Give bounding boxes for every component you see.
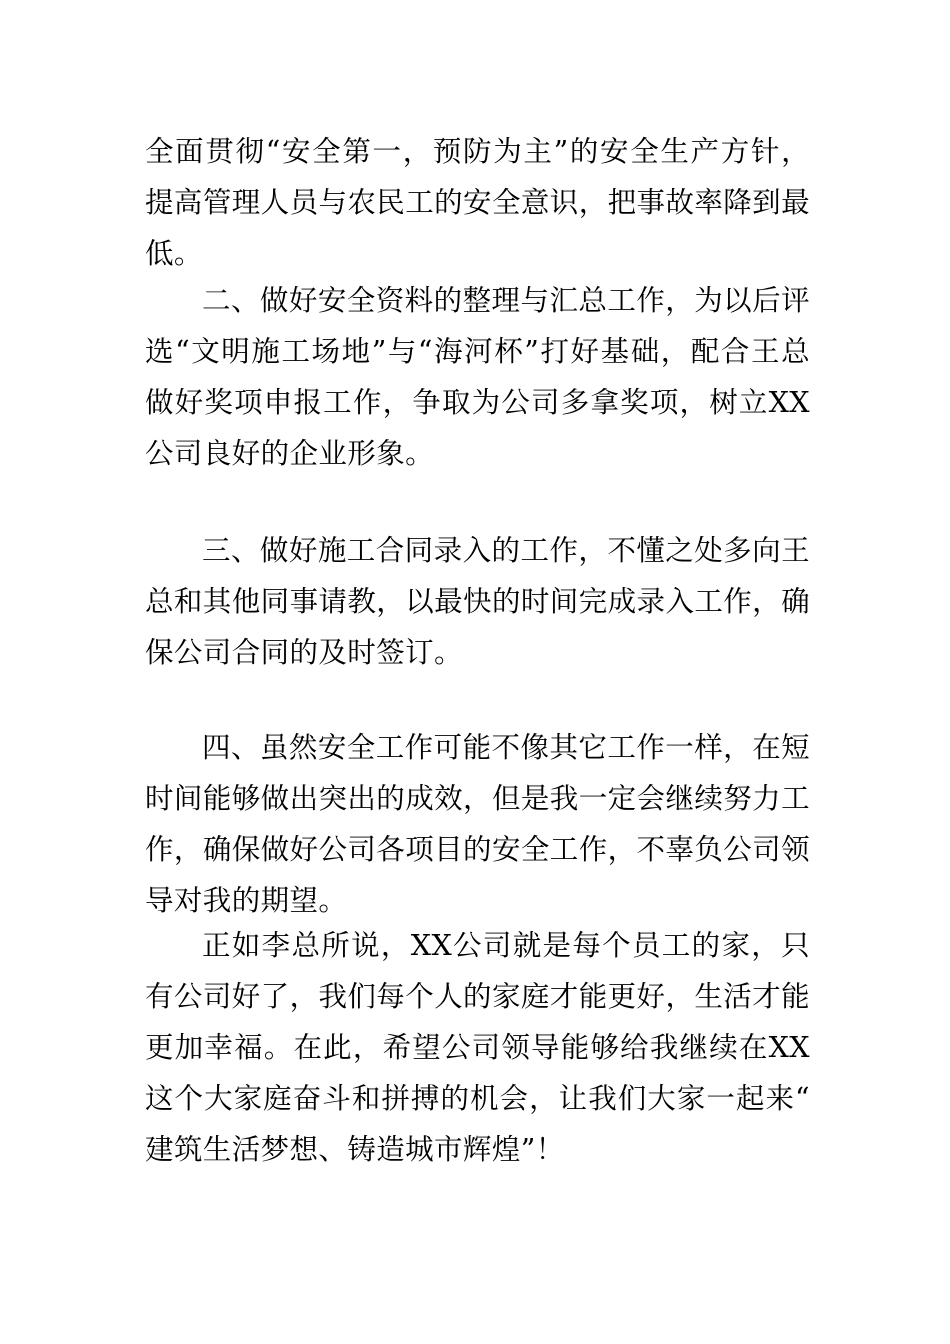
paragraph-closing: 正如李总所说，XX公司就是每个员工的家，只有公司好了，我们每个人的家庭才能更好，生活才能更加幸福。在此，希望公司领导能够给我继续在XX这个大家庭奋斗和拼搏的机会，让我们大家一起来“建筑生活梦想、铸造城市辉煌”！ — [145, 929, 810, 1166]
paragraph-item-two: 二、做好安全资料的整理与汇总工作，为以后评选“文明施工场地”与“海河杯”打好基础，配合王总做好奖项申报工作，争取为公司多拿奖项，树立XX公司良好的企业形象。 — [145, 284, 810, 470]
paragraph-item-four: 四、虽然安全工作可能不像其它工作一样，在短时间能够做出突出的成效，但是我一定会继续努力工作，确保做好公司各项目的安全工作，不辜负公司领导对我的期望。 — [145, 731, 810, 917]
paragraph-continued: 全面贯彻“安全第一，预防为主”的安全生产方针，提高管理人员与农民工的安全意识，把事故率降到最低。 — [145, 135, 810, 270]
paragraph-item-three: 三、做好施工合同录入的工作，不懂之处多向王总和其他同事请教，以最快的时间完成录入工作，确保公司合同的及时签订。 — [145, 534, 810, 669]
